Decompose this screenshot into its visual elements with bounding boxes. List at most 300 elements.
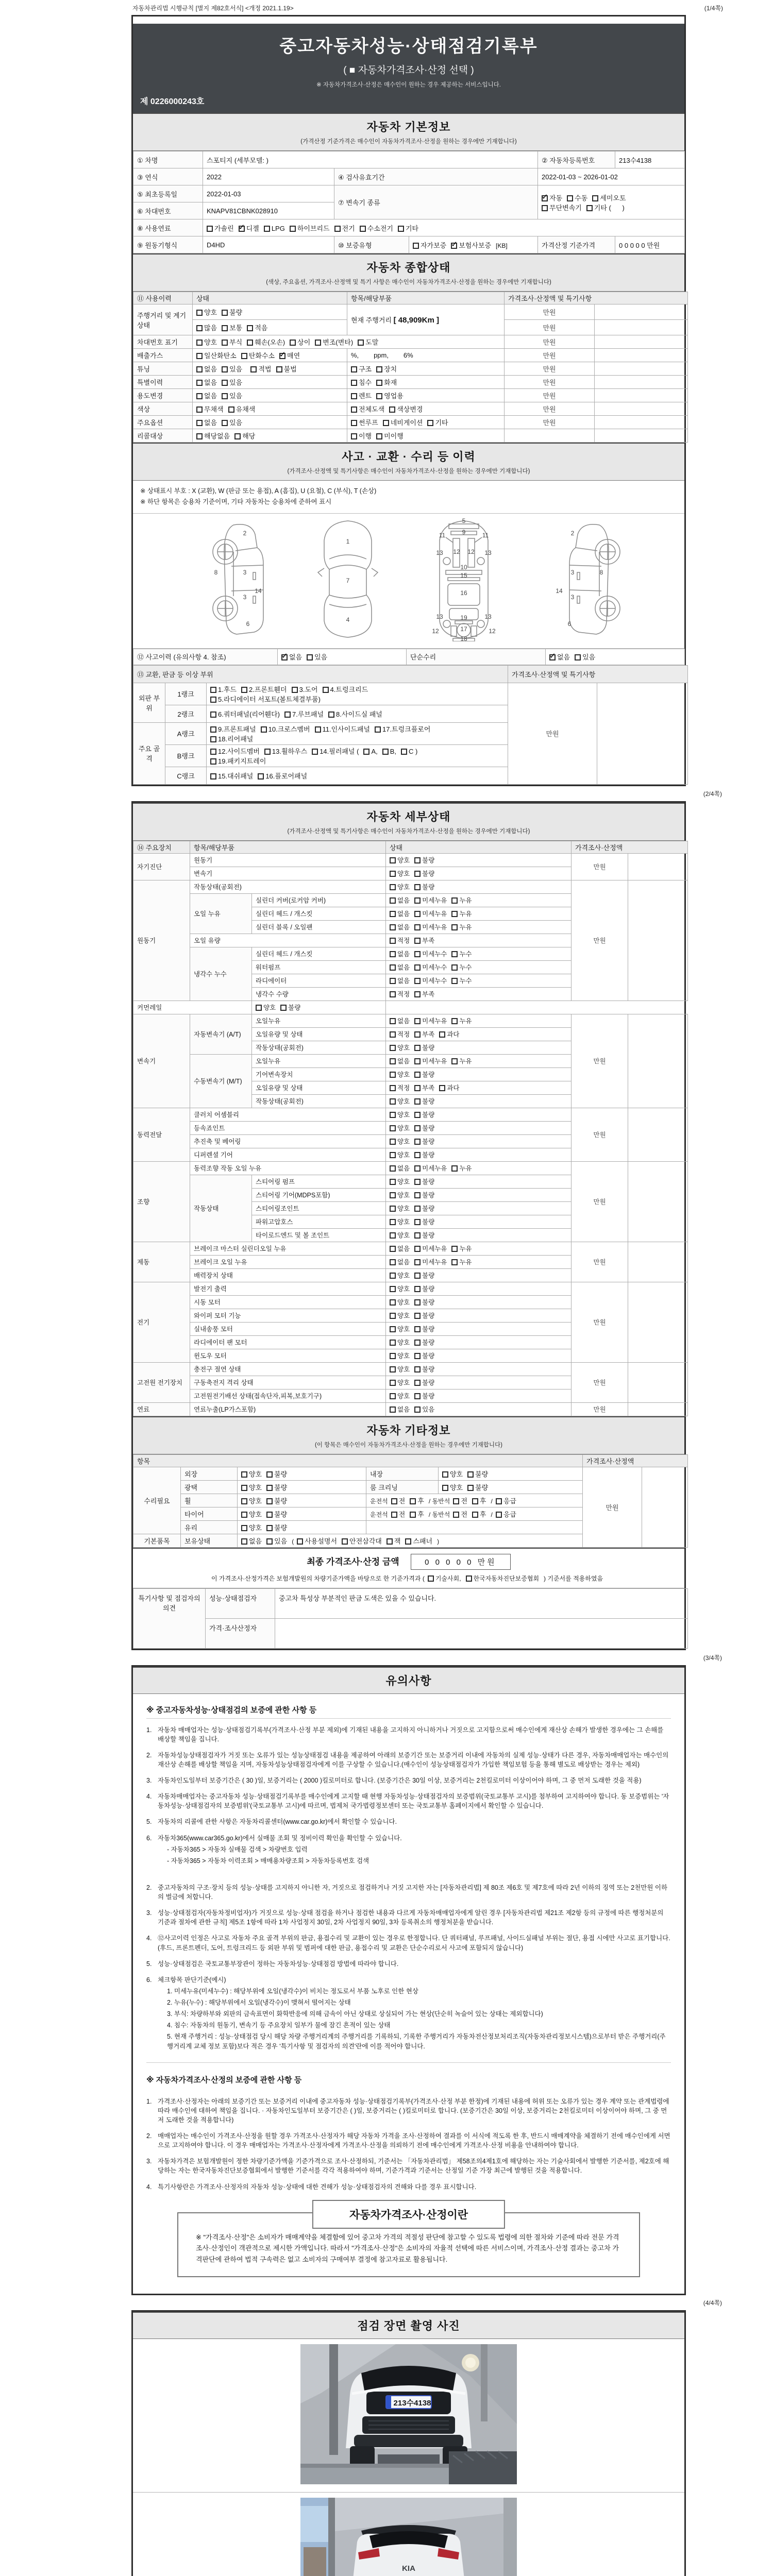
checkbox[interactable] [360,226,366,232]
checkbox-option [390,895,410,905]
checkbox[interactable] [276,366,282,372]
price-cell: 만원 [572,1402,628,1416]
checkbox[interactable] [390,964,396,971]
checkbox[interactable] [280,1005,287,1011]
checkbox[interactable] [261,726,267,733]
final-price-value: 0 0 0 0 0 만원 [411,1554,511,1570]
checkbox[interactable] [414,978,421,984]
group-main-frame: 주요 골격 [133,722,165,784]
checkbox[interactable] [351,406,357,413]
option-label: 불량 [475,1483,489,1492]
checkbox[interactable] [390,1353,396,1359]
checkbox-checked[interactable] [549,654,556,660]
checkbox[interactable] [390,1098,396,1105]
col-item-part: 항목/해당부품 [190,841,386,853]
checkbox-option [390,1070,410,1079]
checkbox[interactable] [414,1165,421,1172]
checkbox[interactable] [390,1273,396,1279]
checkbox-option [390,1083,410,1092]
checkbox[interactable] [414,1219,421,1225]
checkbox[interactable] [592,195,598,201]
checkbox[interactable] [575,654,581,660]
checkbox[interactable] [451,951,458,957]
checkbox[interactable] [414,1366,421,1372]
pricing-info-body: ※ "가격조사·산정"은 소비자가 매매계약을 체결함에 있어 중고차 가격의 적절성 판단에 참고할 수 있도록 법령에 의한 절차와 기준에 따라 전문 가격조사·산정인이 객관적으로 제시한 가액입니다. 따라서 "가격조사·산정"은 소비자의 자율적 선택에 따른 서비스이며, 가격조사·산정 결과는 중고차 가격판단에 관하여 법적 구속력은 없고 소비자의 구매여부 결정에 참고자료로 활용됩니다. [196,2233,619,2263]
checkbox[interactable] [290,340,296,346]
checkbox[interactable] [241,1485,247,1491]
checkbox[interactable] [390,1139,396,1145]
checkbox[interactable] [439,1031,445,1038]
checkbox[interactable] [414,1393,421,1399]
checkbox[interactable] [414,1259,421,1265]
checkbox[interactable] [453,1498,459,1504]
checkbox[interactable] [210,736,216,742]
checkbox[interactable] [414,1031,421,1038]
checkbox[interactable] [413,243,419,249]
checkbox[interactable] [390,871,396,877]
tuning-kind-options [347,362,505,376]
option-label: 수소전기 [367,224,393,232]
option-label: 과다 [447,1084,460,1092]
checkbox[interactable] [390,1058,396,1064]
col-item-part: 항목/해당부품 [347,292,505,304]
checkbox[interactable] [390,991,396,997]
main-options-exist [193,416,347,429]
checkbox[interactable] [414,857,421,863]
checkbox-checked[interactable] [239,226,245,232]
current-mileage [347,304,505,335]
checkbox[interactable] [451,1165,458,1172]
checkbox[interactable] [351,433,357,439]
checkbox-option [414,1123,434,1132]
checkbox[interactable] [390,1045,396,1051]
checkbox[interactable] [256,1005,262,1011]
checkbox[interactable] [390,1219,396,1225]
checkbox[interactable] [390,1259,396,1265]
checkbox[interactable] [266,1525,273,1531]
checkbox[interactable] [439,1085,445,1091]
state-options [386,960,572,974]
checkbox-option [414,1311,434,1320]
option-label: 구조 [359,365,372,373]
checkbox[interactable] [472,1512,478,1518]
notices-part2-title: ※ 자동차가격조사·산정의 보증에 관한 사항 등 [146,2062,671,2090]
checkbox[interactable] [401,749,407,755]
checkbox-option [256,1003,276,1012]
price-cell: 만원 [505,376,595,389]
checkbox[interactable] [414,1058,421,1064]
checkbox[interactable] [196,353,203,359]
checkbox[interactable] [466,1575,472,1582]
exchange-repair-header: ⑬ 교환, 판금 등 이상 부위 [133,665,508,683]
checkbox[interactable] [390,1031,396,1038]
checkbox[interactable] [451,1018,458,1024]
option-label: 도말 [365,338,379,346]
checkbox[interactable] [334,226,341,232]
checkbox[interactable] [496,1498,502,1504]
checkbox[interactable] [376,366,382,372]
checkbox-option [592,193,626,202]
checkbox[interactable] [414,1406,421,1413]
price-cell: 만원 [572,1161,628,1242]
checkbox[interactable] [414,924,421,930]
checkbox[interactable] [315,726,321,733]
checkbox[interactable] [196,406,203,413]
checkbox-option [222,337,242,347]
checkbox[interactable] [414,884,421,890]
notices-list-1 [146,1725,671,1866]
option-label: 10.크로스멤버 [268,725,310,733]
checkbox[interactable] [196,393,203,399]
checkbox[interactable] [196,310,203,316]
checkbox[interactable] [222,325,228,331]
checkbox-checked[interactable] [451,243,457,249]
checkbox[interactable] [427,420,433,426]
checkbox[interactable] [207,226,213,232]
checkbox[interactable] [389,406,395,413]
checkbox[interactable] [228,406,234,413]
checkbox[interactable] [196,420,203,426]
checkbox[interactable] [241,1538,247,1545]
checkbox[interactable] [451,897,458,904]
checkbox-checked[interactable] [279,353,285,359]
checkbox[interactable] [451,924,458,930]
section-subtitle: (가격산정 기준가격은 매수인이 자동차가격조사·산정을 원하는 경우에만 기재합니다) [300,139,517,145]
checkbox[interactable] [390,1380,396,1386]
checkbox-option [401,748,417,755]
section-title: 사고 · 교환 · 수리 등 이력 [342,450,476,463]
checkbox[interactable] [222,340,228,346]
checkbox[interactable] [264,749,271,755]
checkbox[interactable] [351,380,357,386]
checkbox[interactable] [414,1192,421,1198]
checkbox[interactable] [414,1206,421,1212]
checkbox[interactable] [414,1340,421,1346]
checkbox[interactable] [247,325,253,331]
checkbox[interactable] [414,1232,421,1239]
checkbox[interactable] [210,697,216,703]
checkbox[interactable] [247,340,253,346]
checkbox[interactable] [414,1286,421,1292]
option-label: 부족 [422,937,435,944]
checkbox[interactable] [414,1299,421,1306]
option-label: 전기 [342,224,355,232]
checkbox[interactable] [414,1273,421,1279]
notice-text: 중고자동차의 구조·장치 등의 성능·상태를 고지하지 아니한 자, 거짓으로 점검하거나 거짓 고지한 자는 [자동차관리법] 제 80조 제6호 및 제7호에 따라 2년 이하의 징역 또는 2천만원 이하의 벌금에 처합니다. [158,1884,668,1901]
checkbox[interactable] [210,726,216,733]
checkbox[interactable] [390,857,396,863]
checkbox[interactable] [414,991,421,997]
option-label: 양호 [249,1497,262,1505]
checkbox[interactable] [241,687,247,693]
checkbox[interactable] [323,687,329,693]
checkbox[interactable] [390,1340,396,1346]
checkbox[interactable] [390,1326,396,1332]
tuning-options [193,362,347,376]
checkbox[interactable] [428,1575,434,1582]
checkbox[interactable] [390,1018,396,1024]
section-subtitle: (가격조사·산정액 및 특기사항은 매수인이 자동차가격조사·산정을 원하는 경우에만 기재합니다) [287,468,530,474]
checkbox[interactable] [210,773,216,779]
tire-position-options [366,1507,583,1520]
checkbox[interactable] [266,1471,273,1478]
checkbox[interactable] [496,1512,502,1518]
checkbox[interactable] [414,897,421,904]
checkbox[interactable] [390,1165,396,1172]
state-options [386,1335,572,1349]
checkbox[interactable] [376,380,382,386]
checkbox[interactable] [390,1206,396,1212]
row-label-recall: 리콜대상 [133,429,193,443]
checkbox-option [386,1536,401,1546]
rankA-label: A랭크 [165,722,207,744]
checkbox[interactable] [383,420,389,426]
checkbox[interactable] [467,1471,474,1478]
checkbox[interactable] [414,1246,421,1252]
state-options [386,1148,572,1161]
state-options [386,1376,572,1389]
row-label-special-history: 특별이력 [133,376,193,389]
checkbox[interactable] [414,1353,421,1359]
checkbox[interactable] [391,1512,397,1518]
checkbox[interactable] [390,1232,396,1239]
checkbox[interactable] [414,951,421,957]
checkbox[interactable] [390,1112,396,1118]
checkbox[interactable] [390,1152,396,1158]
checkbox[interactable] [414,871,421,877]
checkbox[interactable] [222,366,228,372]
checkbox[interactable] [386,1538,393,1545]
checkbox[interactable] [210,687,216,693]
checkbox[interactable] [414,1045,421,1051]
checkbox[interactable] [390,1192,396,1198]
field-value-first-reg-date: 2022-01-03 [203,185,334,202]
checkbox[interactable] [266,1538,273,1545]
checkbox[interactable] [297,1538,303,1545]
checkbox[interactable] [414,1125,421,1131]
checkbox[interactable] [405,1538,411,1545]
checkbox[interactable] [258,773,264,779]
checkbox[interactable] [292,687,298,693]
checkbox[interactable] [351,366,357,372]
checkbox[interactable] [472,1498,478,1504]
checkbox[interactable] [390,1393,396,1399]
checkbox[interactable] [241,1498,247,1504]
checkbox[interactable] [241,1471,247,1478]
checkbox[interactable] [451,1058,458,1064]
checkbox[interactable] [250,366,257,372]
checkbox[interactable] [542,205,548,211]
checkbox[interactable] [451,1259,458,1265]
checkbox[interactable] [410,1512,416,1518]
option-label: 색상변경 [397,405,423,413]
checkbox-option [290,223,330,233]
checkbox[interactable] [567,195,573,201]
checkbox[interactable] [414,1072,421,1078]
checkbox[interactable] [414,1139,421,1145]
checkbox[interactable] [414,1112,421,1118]
checkbox-option [451,240,491,250]
mileage-caption: 현재 주행거리 [351,316,392,324]
option-label: 불량 [422,1098,435,1105]
checkbox[interactable] [451,911,458,917]
state-options [238,1507,366,1520]
option-label: 후 [479,1497,486,1505]
checkbox[interactable] [414,938,421,944]
checkbox[interactable] [390,924,396,930]
checkbox[interactable] [390,951,396,957]
color-options [193,402,347,416]
checkbox[interactable] [451,1246,458,1252]
option-label: 안전삼각대 [349,1537,382,1545]
option-label: 양호 [397,1339,410,1346]
checkbox[interactable] [234,433,241,439]
row-label-mileage: 주행거리 및 계기상태 [133,304,193,335]
checkbox[interactable] [315,340,321,346]
checkbox[interactable] [414,1018,421,1024]
notes-cell [628,880,688,1001]
price-cell: 만원 [505,320,595,335]
checkbox[interactable] [390,1366,396,1372]
checkbox[interactable] [414,1326,421,1332]
option-label: 후 [417,1497,424,1505]
checkbox[interactable] [390,1299,396,1306]
checkbox[interactable] [390,1085,396,1091]
checkbox[interactable] [442,1485,448,1491]
usage-change-kind-options [347,389,505,402]
option-label: 양호 [397,1192,410,1199]
checkbox[interactable] [266,1498,273,1504]
checkbox[interactable] [266,1512,273,1518]
checkbox[interactable] [586,205,593,211]
checkbox-checked[interactable] [542,195,548,201]
option-label: 없음 [204,379,217,386]
wheel-position-options [366,1494,583,1507]
checkbox[interactable] [222,310,228,316]
checkbox[interactable] [241,1512,247,1518]
checkbox[interactable] [307,654,313,660]
checkbox[interactable] [398,226,404,232]
state-options [386,1268,572,1282]
checkbox[interactable] [342,1538,348,1545]
checkbox[interactable] [390,1313,396,1319]
checkbox[interactable] [376,433,382,439]
checkbox-option [391,1509,406,1519]
checkbox[interactable] [390,1406,396,1413]
checkbox[interactable] [390,1286,396,1292]
item-label: 라디에이터 [252,974,386,987]
checkbox[interactable] [390,911,396,917]
checkbox-option [390,1351,410,1360]
option-label: 불량 [422,1326,435,1333]
svg-text:13: 13 [436,549,443,556]
checkbox[interactable] [266,1485,273,1491]
checkbox[interactable] [376,393,382,399]
checkbox[interactable] [222,420,228,426]
checkbox[interactable] [414,911,421,917]
checkbox[interactable] [264,226,270,232]
state-options [386,1322,572,1335]
checkbox[interactable] [414,1085,421,1091]
checkbox[interactable] [363,749,369,755]
checkbox[interactable] [196,366,203,372]
option-label: 양호 [397,1312,410,1319]
section-title: 자동차 기본정보 [366,121,451,133]
checkbox-option [414,1137,434,1146]
checkbox[interactable] [410,1498,416,1504]
checkbox[interactable] [414,1313,421,1319]
checkbox[interactable] [451,964,458,971]
checkbox[interactable] [390,1125,396,1131]
checkbox[interactable] [210,758,216,765]
checkbox-option [328,709,382,719]
checkbox[interactable] [414,1179,421,1185]
checkbox-option [382,748,396,755]
checkbox[interactable] [390,884,396,890]
checkbox-option [360,223,393,233]
state-options [386,1402,572,1416]
item-label: 와이퍼 모터 기능 [190,1309,386,1322]
checkbox[interactable] [196,433,203,439]
checkbox[interactable] [391,1498,397,1504]
checkbox[interactable] [414,964,421,971]
checkbox[interactable] [210,711,216,718]
checkbox[interactable] [414,1152,421,1158]
checkbox[interactable] [414,1098,421,1105]
checkbox[interactable] [467,1485,474,1491]
checkbox[interactable] [222,393,228,399]
option-label: 미세누유 [422,1245,447,1252]
checkbox[interactable] [382,749,389,755]
checkbox[interactable] [210,749,216,755]
checkbox[interactable] [390,978,396,984]
checkbox[interactable] [284,711,291,718]
checkbox[interactable] [241,353,247,359]
checkbox[interactable] [390,1246,396,1252]
checkbox[interactable] [414,1380,421,1386]
checkbox[interactable] [196,325,203,331]
checkbox-option [586,202,625,212]
checkbox-checked[interactable] [281,654,288,660]
checkbox[interactable] [451,978,458,984]
checkbox-option [351,431,372,440]
checkbox[interactable] [241,1525,247,1531]
checkbox[interactable] [196,340,203,346]
option-label: 양호 [397,1299,410,1306]
checkbox[interactable] [351,393,357,399]
checkbox[interactable] [453,1512,459,1518]
option-label: 9.프론트패널 [218,725,256,733]
checkbox[interactable] [312,749,318,755]
checkbox-option [307,652,327,662]
checkbox[interactable] [196,380,203,386]
checkbox[interactable] [375,726,381,733]
option-label: 양호 [397,1205,410,1212]
option-label: 불량 [422,1312,435,1319]
checkbox[interactable] [328,711,334,718]
checkbox[interactable] [390,1072,396,1078]
checkbox[interactable] [222,380,228,386]
checkbox[interactable] [390,897,396,904]
notes-cell [628,1242,688,1282]
svg-text:15: 15 [460,571,467,579]
checkbox[interactable] [358,340,364,346]
checkbox[interactable] [351,420,357,426]
checkbox[interactable] [390,938,396,944]
checkbox[interactable] [290,226,296,232]
checkbox[interactable] [442,1471,448,1478]
checkbox[interactable] [390,1179,396,1185]
